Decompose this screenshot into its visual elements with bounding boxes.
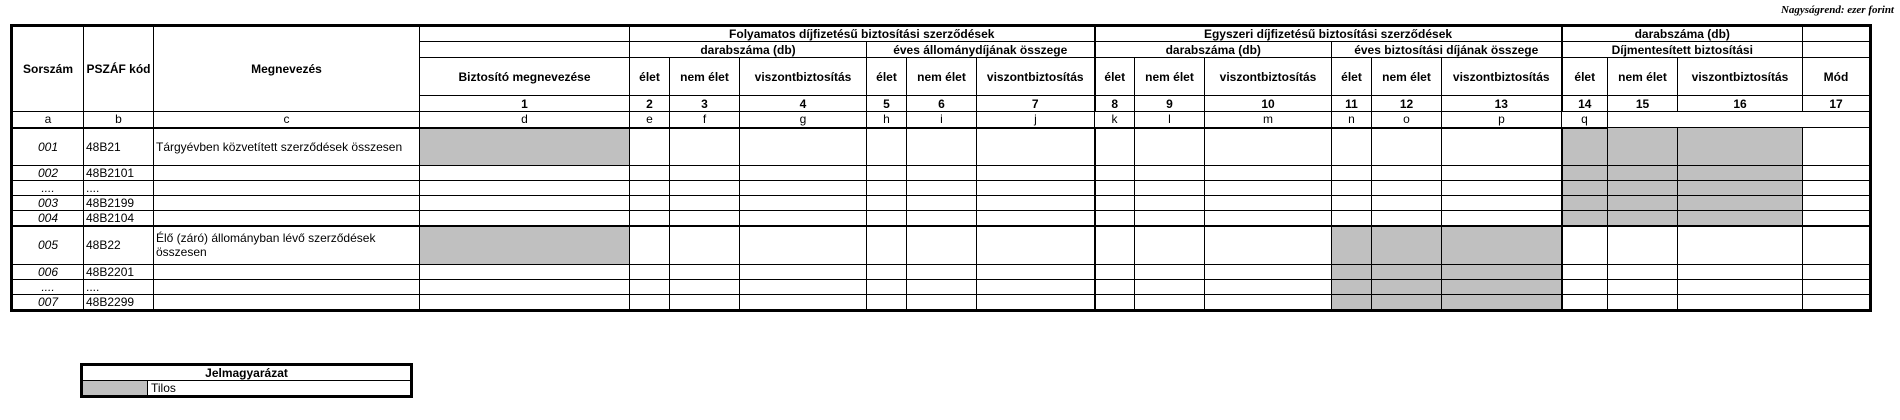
row-sorszam: 005: [12, 226, 84, 264]
col-number: 15: [1608, 96, 1678, 112]
table-row: [12, 196, 1871, 211]
data-cell[interactable]: [1608, 294, 1678, 310]
data-cell[interactable]: [1803, 279, 1871, 294]
data-cell[interactable]: [1562, 264, 1608, 279]
legend: [80, 363, 413, 398]
data-cell[interactable]: [1562, 294, 1608, 310]
data-cell: [1678, 181, 1803, 196]
header-sub-dijmentesitett: Díjmentesített biztosítási: [1562, 42, 1803, 58]
col-number: 7: [977, 96, 1095, 112]
data-cell[interactable]: [1205, 211, 1332, 227]
data-cell[interactable]: [670, 226, 740, 264]
row-megnevezes: [154, 166, 420, 181]
data-cell: [1442, 264, 1562, 279]
data-cell[interactable]: [670, 181, 740, 196]
data-cell[interactable]: [670, 294, 740, 310]
data-cell[interactable]: [907, 279, 977, 294]
row-pszaf-code: 48B2104: [84, 211, 154, 227]
col-number: 4: [740, 96, 867, 112]
data-cell: [1678, 211, 1803, 227]
data-cell[interactable]: [977, 128, 1095, 166]
row-sorszam: ....: [12, 181, 84, 196]
data-cell[interactable]: [907, 166, 977, 181]
data-cell[interactable]: [1803, 181, 1871, 196]
data-cell[interactable]: [1372, 211, 1442, 227]
data-cell[interactable]: [420, 294, 630, 310]
data-cell[interactable]: [1332, 196, 1372, 211]
col-letter: h: [867, 112, 907, 128]
data-cell: [1608, 181, 1678, 196]
data-cell[interactable]: [1135, 226, 1205, 264]
table-row: [12, 226, 1871, 264]
data-cell[interactable]: [977, 166, 1095, 181]
data-cell[interactable]: [630, 128, 670, 166]
data-cell: [1608, 211, 1678, 227]
row-sorszam: 006: [12, 264, 84, 279]
data-cell[interactable]: [1205, 226, 1332, 264]
row-sorszam: 004: [12, 211, 84, 227]
col-letter: a: [12, 112, 84, 128]
data-cell[interactable]: [867, 128, 907, 166]
data-cell[interactable]: [670, 128, 740, 166]
data-cell[interactable]: [1095, 211, 1135, 227]
header-elet: élet: [1095, 58, 1135, 96]
col-number: 10: [1205, 96, 1332, 112]
header-nem-elet: nem élet: [1608, 58, 1678, 96]
data-cell[interactable]: [1135, 211, 1205, 227]
row-megnevezes: [154, 264, 420, 279]
data-cell[interactable]: [740, 294, 867, 310]
row-sorszam: 002: [12, 166, 84, 181]
data-cell[interactable]: [630, 211, 670, 227]
col-letter: f: [670, 112, 740, 128]
col-letter: g: [740, 112, 867, 128]
header-sub-darabszama-2: darabszáma (db): [1095, 42, 1332, 58]
legend-title: Jelmagyarázat: [82, 365, 412, 381]
data-cell[interactable]: [907, 294, 977, 310]
table-row: [12, 166, 1871, 181]
data-cell[interactable]: [1678, 226, 1803, 264]
col-letter: p: [1442, 112, 1562, 128]
header-elet: élet: [630, 58, 670, 96]
data-cell[interactable]: [1205, 166, 1332, 181]
data-cell[interactable]: [1608, 279, 1678, 294]
data-cell[interactable]: [1442, 181, 1562, 196]
data-cell[interactable]: [1332, 128, 1372, 166]
row-megnevezes: Élő (záró) állományban lévő szerződések összesen: [154, 226, 420, 264]
data-cell[interactable]: [1803, 128, 1871, 166]
data-cell: [1442, 279, 1562, 294]
col-letter: j: [977, 112, 1095, 128]
header-megnevezes: Megnevezés: [154, 26, 420, 112]
data-cell: [1562, 196, 1608, 211]
col-number: 8: [1095, 96, 1135, 112]
data-cell[interactable]: [420, 279, 630, 294]
col-number: 13: [1442, 96, 1562, 112]
data-cell: [1562, 211, 1608, 227]
header-viszontbiztositas: viszontbiztosítás: [740, 58, 867, 96]
row-pszaf-code: 48B22: [84, 226, 154, 264]
data-cell[interactable]: [1803, 211, 1871, 227]
table-row: [12, 294, 1871, 310]
data-cell[interactable]: [1095, 279, 1135, 294]
data-cell[interactable]: [907, 128, 977, 166]
col-letter: b: [84, 112, 154, 128]
row-megnevezes: Tárgyévben közvetített szerződések összesen: [154, 128, 420, 166]
col-letter: k: [1095, 112, 1135, 128]
data-cell[interactable]: [1135, 294, 1205, 310]
data-cell: [1372, 279, 1442, 294]
data-cell[interactable]: [907, 264, 977, 279]
row-pszaf-code: 48B2101: [84, 166, 154, 181]
legend-label: Tilos: [148, 381, 412, 397]
row-megnevezes: [154, 211, 420, 227]
data-cell[interactable]: [1095, 166, 1135, 181]
data-cell[interactable]: [1095, 128, 1135, 166]
data-cell[interactable]: [740, 196, 867, 211]
data-cell[interactable]: [1095, 226, 1135, 264]
data-cell[interactable]: [420, 211, 630, 227]
table-row: [12, 128, 1871, 166]
data-cell[interactable]: [907, 211, 977, 227]
header-blank: [420, 42, 630, 58]
data-cell: [1332, 264, 1372, 279]
data-cell[interactable]: [977, 279, 1095, 294]
col-letter: n: [1332, 112, 1372, 128]
data-cell: [1562, 181, 1608, 196]
data-cell[interactable]: [867, 294, 907, 310]
data-cell[interactable]: [670, 196, 740, 211]
data-cell[interactable]: [1442, 211, 1562, 227]
data-cell[interactable]: [630, 181, 670, 196]
data-cell[interactable]: [670, 279, 740, 294]
data-cell[interactable]: [1442, 128, 1562, 166]
data-cell[interactable]: [1205, 279, 1332, 294]
data-cell[interactable]: [1095, 181, 1135, 196]
data-cell[interactable]: [1803, 196, 1871, 211]
header-mod: Mód: [1803, 58, 1871, 96]
data-cell[interactable]: [1332, 166, 1372, 181]
data-cell[interactable]: [1803, 226, 1871, 264]
row-pszaf-code: 48B21: [84, 128, 154, 166]
col-number: 6: [907, 96, 977, 112]
col-number: 12: [1372, 96, 1442, 112]
row-sorszam: 003: [12, 196, 84, 211]
data-cell[interactable]: [1442, 166, 1562, 181]
col-number: 1: [420, 96, 630, 112]
data-cell[interactable]: [867, 166, 907, 181]
data-cell[interactable]: [740, 264, 867, 279]
col-number: 3: [670, 96, 740, 112]
col-number: 11: [1332, 96, 1372, 112]
data-cell[interactable]: [977, 196, 1095, 211]
data-cell[interactable]: [630, 196, 670, 211]
data-cell: [1332, 226, 1372, 264]
header-viszontbiztositas: viszontbiztosítás: [1442, 58, 1562, 96]
data-cell: [420, 226, 630, 264]
data-cell[interactable]: [867, 279, 907, 294]
data-cell[interactable]: [977, 211, 1095, 227]
data-cell[interactable]: [867, 226, 907, 264]
data-cell[interactable]: [867, 181, 907, 196]
row-pszaf-code: 48B2201: [84, 264, 154, 279]
data-cell: [1678, 166, 1803, 181]
col-number: 5: [867, 96, 907, 112]
data-cell[interactable]: [630, 294, 670, 310]
data-cell[interactable]: [740, 181, 867, 196]
data-cell: [1442, 226, 1562, 264]
data-cell[interactable]: [740, 128, 867, 166]
header-nem-elet: nem élet: [907, 58, 977, 96]
col-letter: e: [630, 112, 670, 128]
row-sorszam: 001: [12, 128, 84, 166]
row-megnevezes: [154, 181, 420, 196]
data-cell[interactable]: [630, 279, 670, 294]
header-blank: [1803, 26, 1871, 42]
data-cell[interactable]: [907, 226, 977, 264]
data-cell[interactable]: [1678, 294, 1803, 310]
row-pszaf-code: 48B2199: [84, 196, 154, 211]
data-cell[interactable]: [907, 181, 977, 196]
data-cell[interactable]: [1803, 294, 1871, 310]
header-nem-elet: nem élet: [1372, 58, 1442, 96]
table-row: [12, 264, 1871, 279]
data-cell[interactable]: [1372, 128, 1442, 166]
col-number: 17: [1803, 96, 1871, 112]
table-row: [12, 211, 1871, 227]
header-nem-elet: nem élet: [1135, 58, 1205, 96]
data-cell[interactable]: [420, 196, 630, 211]
data-cell[interactable]: [1372, 196, 1442, 211]
header-sub-eves-biztositasi-dij: éves biztosítási díjának összege: [1332, 42, 1562, 58]
data-cell[interactable]: [1608, 264, 1678, 279]
header-blank: [1803, 42, 1871, 58]
header-elet: élet: [1562, 58, 1608, 96]
data-cell[interactable]: [977, 264, 1095, 279]
data-cell[interactable]: [420, 264, 630, 279]
data-cell: [1678, 128, 1803, 166]
header-pszaf-kod: PSZÁF kód: [84, 26, 154, 112]
data-cell[interactable]: [1803, 166, 1871, 181]
header-elet: élet: [867, 58, 907, 96]
data-cell[interactable]: [977, 294, 1095, 310]
data-cell[interactable]: [867, 196, 907, 211]
data-cell[interactable]: [670, 264, 740, 279]
data-cell: [1372, 294, 1442, 310]
data-cell[interactable]: [630, 264, 670, 279]
data-cell[interactable]: [1608, 226, 1678, 264]
data-cell[interactable]: [1332, 181, 1372, 196]
header-sub-darabszama-1: darabszáma (db): [630, 42, 867, 58]
col-number: 14: [1562, 96, 1608, 112]
unit-note: Nagyságrend: ezer forint: [1780, 4, 1894, 16]
data-cell[interactable]: [867, 264, 907, 279]
data-table: [10, 24, 1872, 312]
row-sorszam: 007: [12, 294, 84, 310]
data-cell[interactable]: [1205, 128, 1332, 166]
data-cell: [1608, 128, 1678, 166]
header-viszontbiztositas: viszontbiztosítás: [977, 58, 1095, 96]
col-letter: i: [907, 112, 977, 128]
data-cell[interactable]: [630, 226, 670, 264]
data-cell[interactable]: [1372, 181, 1442, 196]
data-cell[interactable]: [1678, 279, 1803, 294]
data-cell[interactable]: [1095, 196, 1135, 211]
data-cell[interactable]: [1135, 128, 1205, 166]
data-cell[interactable]: [1803, 264, 1871, 279]
data-cell[interactable]: [670, 211, 740, 227]
data-cell: [1332, 294, 1372, 310]
data-cell: [420, 128, 630, 166]
legend-swatch: [82, 381, 148, 397]
data-cell: [1332, 279, 1372, 294]
data-cell[interactable]: [1205, 264, 1332, 279]
table-row: [12, 279, 1871, 294]
data-cell[interactable]: [1095, 264, 1135, 279]
data-cell[interactable]: [1678, 264, 1803, 279]
data-cell[interactable]: [867, 211, 907, 227]
data-cell[interactable]: [740, 279, 867, 294]
header-biztosito-megnevezese: Biztosító megnevezése: [420, 58, 630, 96]
data-cell[interactable]: [1205, 181, 1332, 196]
data-cell[interactable]: [977, 181, 1095, 196]
data-cell[interactable]: [630, 166, 670, 181]
row-megnevezes: [154, 279, 420, 294]
table-row: [12, 181, 1871, 196]
data-cell[interactable]: [1135, 196, 1205, 211]
data-cell[interactable]: [670, 166, 740, 181]
header-group-darabszama: darabszáma (db): [1562, 26, 1803, 42]
header-group-folyamatos: Folyamatos díjfizetésű biztosítási szerződések: [630, 26, 1095, 42]
data-cell[interactable]: [420, 181, 630, 196]
data-cell: [1678, 196, 1803, 211]
data-cell[interactable]: [907, 196, 977, 211]
header-blank: [420, 26, 630, 42]
col-letter: m: [1205, 112, 1332, 128]
header-viszontbiztositas: viszontbiztosítás: [1205, 58, 1332, 96]
row-sorszam: ....: [12, 279, 84, 294]
col-letter: l: [1135, 112, 1205, 128]
data-cell[interactable]: [1135, 166, 1205, 181]
col-letter: d: [420, 112, 630, 128]
data-cell[interactable]: [1205, 196, 1332, 211]
data-cell[interactable]: [977, 226, 1095, 264]
row-pszaf-code: ....: [84, 279, 154, 294]
row-pszaf-code: ....: [84, 181, 154, 196]
data-cell[interactable]: [1135, 181, 1205, 196]
data-cell: [1562, 128, 1608, 166]
data-cell[interactable]: [1332, 211, 1372, 227]
row-megnevezes: [154, 196, 420, 211]
data-cell: [1608, 166, 1678, 181]
data-cell[interactable]: [420, 166, 630, 181]
data-cell: [1372, 264, 1442, 279]
data-cell[interactable]: [740, 211, 867, 227]
data-cell: [1372, 226, 1442, 264]
data-cell[interactable]: [740, 166, 867, 181]
header-sorszam: Sorszám: [12, 26, 84, 112]
data-cell: [1442, 294, 1562, 310]
data-cell: [1608, 196, 1678, 211]
header-viszontbiztositas: viszontbiztosítás: [1678, 58, 1803, 96]
data-cell[interactable]: [1562, 279, 1608, 294]
header-sub-eves-allomanydij: éves állománydíjának összege: [867, 42, 1095, 58]
data-cell[interactable]: [740, 226, 867, 264]
data-cell[interactable]: [1135, 279, 1205, 294]
col-letter: q: [1562, 112, 1608, 128]
row-megnevezes: [154, 294, 420, 310]
col-number: 16: [1678, 96, 1803, 112]
data-cell[interactable]: [1095, 294, 1135, 310]
col-letter: o: [1372, 112, 1442, 128]
data-cell[interactable]: [1562, 226, 1608, 264]
col-letter: c: [154, 112, 420, 128]
data-cell: [1562, 166, 1608, 181]
header-group-egyszeri: Egyszeri díjfizetésű biztosítási szerződések: [1095, 26, 1562, 42]
header-elet: élet: [1332, 58, 1372, 96]
data-cell[interactable]: [1205, 294, 1332, 310]
data-cell[interactable]: [1372, 166, 1442, 181]
col-number: 2: [630, 96, 670, 112]
col-number: 9: [1135, 96, 1205, 112]
row-pszaf-code: 48B2299: [84, 294, 154, 310]
header-nem-elet: nem élet: [670, 58, 740, 96]
data-cell[interactable]: [1135, 264, 1205, 279]
data-cell[interactable]: [1442, 196, 1562, 211]
